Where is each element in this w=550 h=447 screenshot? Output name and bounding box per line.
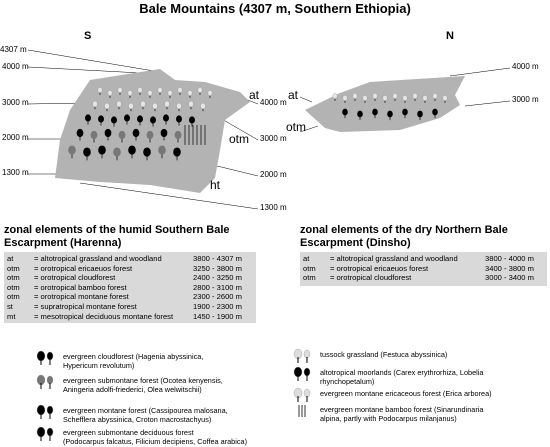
south-right-scale-label: 2000 m	[260, 170, 287, 179]
south-zone-table	[4, 252, 256, 323]
montane-tree-icon	[33, 404, 57, 420]
north-right-scale-label: 4000 m	[512, 62, 539, 71]
deciduous-tree-icon	[33, 426, 57, 442]
legend-text: Aningeria adolfi-friederici, Olea welwitschii)	[63, 385, 202, 394]
zone-row	[303, 273, 544, 283]
bamboo-icon	[290, 403, 314, 419]
zone-range: 3250 - 3800 m	[193, 263, 242, 273]
south-heading-line: Escarpment (Harenna)	[4, 237, 122, 249]
zone-code: otm	[7, 292, 20, 302]
zone-label-otm: otm	[286, 120, 307, 134]
zone-code: otm	[7, 282, 20, 292]
zone-row	[7, 264, 253, 274]
zone-range: 2400 - 3250 m	[193, 273, 242, 283]
zone-row	[7, 292, 253, 302]
page-title: Bale Mountains (4307 m, Southern Ethiopia)	[139, 1, 411, 16]
submontane-tree-icon	[33, 374, 57, 390]
zone-row	[7, 302, 253, 312]
zone-desc: = orotropical ericaeuos forest	[34, 263, 133, 273]
zone-label-at: at	[249, 88, 260, 102]
legend-text: (Podocarpus falcatus, Filicium decipiens, Coffea arabica)	[63, 437, 247, 446]
zone-range: 3400 - 3800 m	[485, 263, 534, 273]
zone-desc: = altotropical grassland and woodland	[34, 254, 162, 263]
zone-desc: = mesotropical deciduous montane forest	[34, 311, 174, 321]
legend-item	[63, 376, 223, 394]
south-heading-line: zonal elements of the humid Southern Bale	[4, 224, 230, 236]
legend-text: tussock grassland (Festuca abyssinica)	[320, 350, 448, 359]
zone-label-at: at	[288, 88, 299, 102]
north-heading-line: Escarpment (Dinsho)	[300, 237, 411, 249]
legend-item	[63, 352, 203, 370]
legend-text: evergreen submontane forest (Ocotea kenyensis,	[63, 376, 223, 385]
north-slope-shape	[305, 76, 465, 132]
zone-row	[303, 264, 544, 274]
left-scale-label: 2000 m	[2, 133, 29, 142]
left-scale-label: 1300 m	[2, 168, 29, 177]
zone-desc: = orotropical cloudforest	[34, 273, 116, 283]
tussock-grass-icon	[290, 348, 314, 364]
zone-desc: = orotropical montane forest	[34, 292, 129, 302]
zone-code: at	[7, 254, 14, 263]
north-label: N	[446, 30, 454, 42]
legend-item	[63, 406, 228, 424]
zone-code: otm	[303, 273, 316, 283]
zone-row	[7, 312, 253, 322]
north-zone-table	[300, 252, 547, 286]
legend-text: evergreen montane forest (Cassipourea malosana,	[63, 406, 228, 415]
zone-code: st	[7, 301, 13, 311]
south-right-scale-label: 3000 m	[260, 134, 287, 143]
zone-row	[7, 254, 253, 264]
legend-item	[320, 350, 447, 359]
zone-desc: = altotropical grassland and woodland	[330, 254, 458, 263]
legend-text: alpina, partly with Podocarpus milanjanus)	[320, 414, 457, 423]
zone-desc: = orotropical ericaeuos forest	[330, 263, 429, 273]
left-scale-label: 3000 m	[2, 98, 29, 107]
legend-text: evergreen submontane deciduous forest	[63, 428, 194, 437]
zone-desc: = supratropical montane forest	[34, 301, 137, 311]
zone-desc: = orotropical bamboo forest	[34, 282, 127, 292]
zone-range: 3000 - 3400 m	[485, 273, 534, 283]
legend-text: evergreen montane bamboo forest (Sinarundinaria	[320, 405, 484, 414]
zone-code: otm	[7, 263, 20, 273]
zone-row	[7, 283, 253, 293]
north-heading	[300, 224, 508, 250]
south-heading	[4, 224, 230, 250]
zone-code: otm	[303, 263, 316, 273]
north-heading-line: zonal elements of the dry Northern Bale	[300, 224, 508, 236]
south-right-scale-label: 1300 m	[260, 203, 287, 212]
cloudforest-tree-icon	[33, 350, 57, 366]
south-label: S	[84, 30, 92, 42]
zone-desc: = orotropical cloudforest	[330, 273, 412, 283]
legend-text: Schefflera abyssinica, Croton macrostachyus)	[63, 415, 212, 424]
zone-label-otm: otm	[229, 132, 250, 146]
legend-text: altotropical moorlands (Carex erythrorhiza, Lobelia	[320, 368, 484, 377]
legend-item	[320, 405, 483, 423]
left-scale-label: 4307 m	[0, 45, 27, 54]
zone-range: 1900 - 2300 m	[193, 301, 242, 311]
ericaceous-icon	[290, 387, 314, 403]
north-right-scale-label: 3000 m	[512, 95, 539, 104]
south-right-scale-label: 4000 m	[260, 98, 287, 107]
legend-text: rhynchopetalum)	[320, 377, 375, 386]
moorland-icon	[290, 366, 314, 382]
south-slope-shape	[55, 69, 250, 193]
legend-text: evergreen cloudforest (Hagenia abyssinica,	[63, 352, 204, 361]
zone-range: 2800 - 3100 m	[193, 282, 242, 292]
left-scale-label: 4000 m	[2, 62, 29, 71]
zone-code: mt	[7, 311, 16, 321]
zone-row	[7, 273, 253, 283]
zone-range: 2300 - 2600 m	[193, 292, 242, 302]
legend-text: Hypericum revolutum)	[63, 361, 135, 370]
zone-range: 3800 - 4000 m	[485, 254, 534, 263]
legend-text: evergreen montane ericaceous forest (Erica arborea)	[320, 389, 492, 398]
legend-item	[320, 368, 483, 386]
zone-row	[303, 254, 544, 264]
zone-range: 1450 - 1900 m	[193, 311, 242, 321]
legend-item	[63, 428, 247, 446]
zone-range: 3800 - 4307 m	[193, 254, 242, 263]
zone-code: otm	[7, 273, 20, 283]
legend-item	[320, 389, 492, 398]
zone-label-ht: ht	[210, 178, 221, 192]
zone-code: at	[303, 254, 310, 263]
